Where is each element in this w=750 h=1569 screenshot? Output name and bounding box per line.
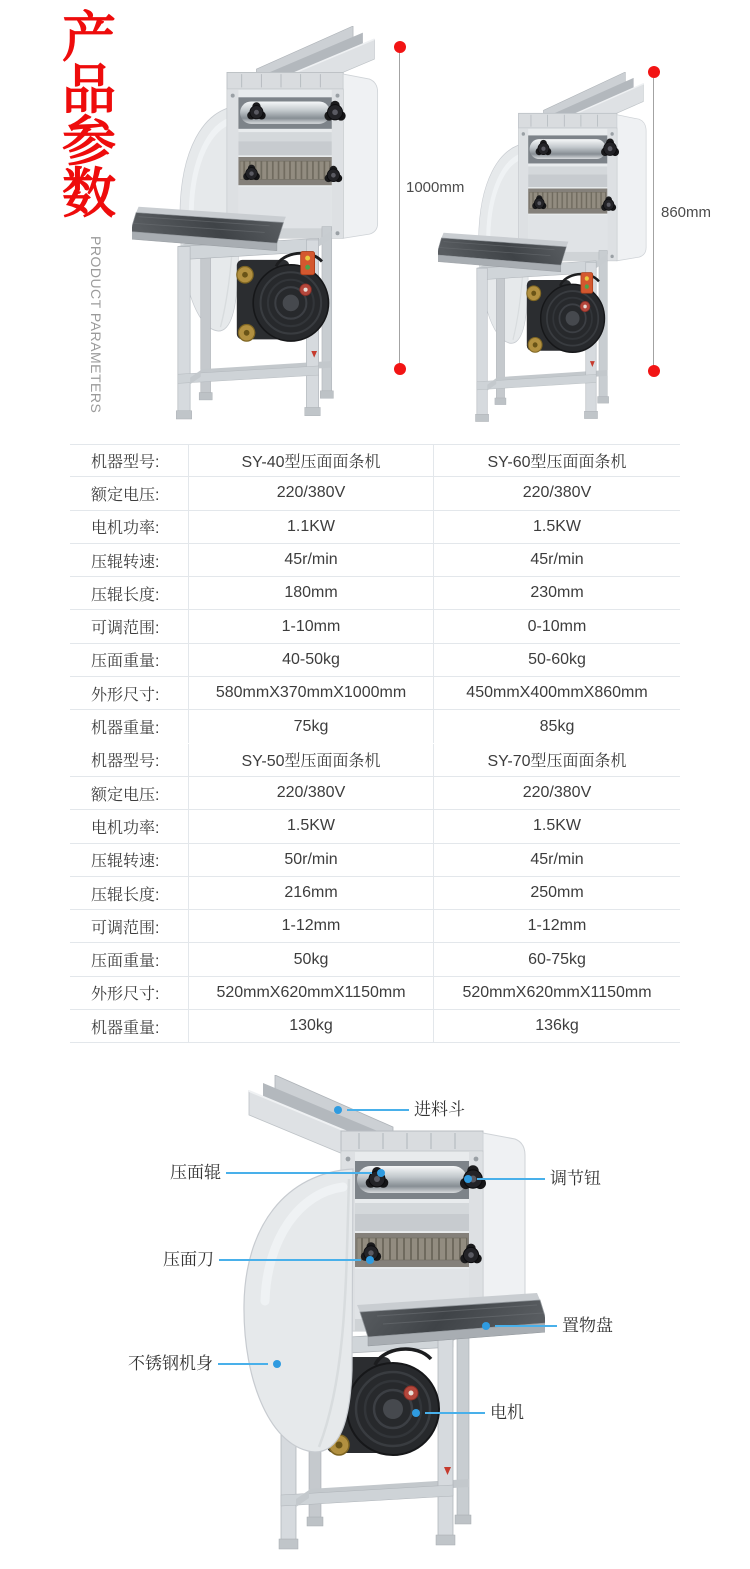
annotation-label: 置物盘 <box>562 1316 613 1335</box>
row-label: 压辊长度: <box>91 586 160 604</box>
row-value-model-b: 50-60kg <box>433 644 680 676</box>
table-row <box>70 744 680 777</box>
row-value-model-b: 230mm <box>433 577 680 609</box>
row-value-model-a: 220/380V <box>188 477 433 509</box>
row-value-model-a: 40-50kg <box>188 644 433 676</box>
table-row <box>70 677 680 710</box>
dimension-dot-left-bottom <box>394 363 406 375</box>
row-label: 外形尺寸: <box>91 986 160 1004</box>
row-value-model-a: 50kg <box>188 943 433 975</box>
row-value-model-a: 1.1KW <box>188 511 433 543</box>
table-row <box>70 710 680 743</box>
table-row <box>70 577 680 610</box>
row-value-model-b: 220/380V <box>433 477 680 509</box>
row-value-model-a: 50r/min <box>188 844 433 876</box>
row-value-model-b: 250mm <box>433 877 680 909</box>
leader-line <box>425 1412 485 1414</box>
row-value-model-b: 450mmX400mmX860mm <box>433 677 680 709</box>
table-row <box>70 444 680 477</box>
row-label: 机器重量: <box>91 1019 160 1037</box>
row-label: 压辊转速: <box>91 553 160 571</box>
row-value-model-a: SY-40型压面面条机 <box>188 445 433 476</box>
annotation-motor <box>412 1403 524 1423</box>
annotation-cutting-knife <box>163 1250 374 1270</box>
leader-dot <box>412 1409 420 1417</box>
annotation-label: 进料斗 <box>414 1100 465 1119</box>
annotation-adjust-knob <box>464 1169 601 1189</box>
row-value-model-a: 1.5KW <box>188 810 433 842</box>
table-row <box>70 644 680 677</box>
spec-table <box>70 444 680 1043</box>
annotation-label: 压面刀 <box>163 1250 214 1269</box>
row-value-model-b: 220/380V <box>433 777 680 809</box>
leader-line <box>347 1109 409 1111</box>
product-photo-left <box>132 26 394 424</box>
table-row <box>70 511 680 544</box>
row-label: 压面重量: <box>91 653 160 671</box>
annotation-stainless-body <box>128 1354 281 1374</box>
table-row <box>70 1010 680 1043</box>
product-photo-right <box>438 72 660 426</box>
row-value-model-b: SY-70型压面面条机 <box>433 744 680 776</box>
row-value-model-a: SY-50型压面面条机 <box>188 744 433 776</box>
row-label: 外形尺寸: <box>91 686 160 704</box>
row-value-model-b: SY-60型压面面条机 <box>433 445 680 476</box>
row-value-model-a: 216mm <box>188 877 433 909</box>
row-label: 压面重量: <box>91 953 160 971</box>
table-row <box>70 844 680 877</box>
row-value-model-b: 1-12mm <box>433 910 680 942</box>
row-value-model-b: 1.5KW <box>433 810 680 842</box>
dimension-line-right <box>653 78 654 366</box>
leader-line <box>495 1325 557 1327</box>
page-title: 产品参数 <box>62 8 116 224</box>
leader-dot <box>273 1360 281 1368</box>
row-value-model-a: 1-12mm <box>188 910 433 942</box>
row-value-model-b: 0-10mm <box>433 610 680 642</box>
leader-dot <box>482 1322 490 1330</box>
annotation-pressing-roller <box>170 1163 385 1183</box>
row-label: 电机功率: <box>91 819 160 837</box>
dimension-dot-left-top <box>394 41 406 53</box>
row-label: 压辊长度: <box>91 886 160 904</box>
annotation-label: 压面辊 <box>170 1163 221 1182</box>
row-label: 机器型号: <box>91 454 160 472</box>
dimension-dot-right-top <box>648 66 660 78</box>
dimension-dot-right-bottom <box>648 365 660 377</box>
row-value-model-a: 580mmX370mmX1000mm <box>188 677 433 709</box>
table-row <box>70 877 680 910</box>
row-label: 额定电压: <box>91 486 160 504</box>
row-value-model-b: 520mmX620mmX1150mm <box>433 977 680 1009</box>
row-value-model-b: 45r/min <box>433 544 680 576</box>
leader-dot <box>464 1175 472 1183</box>
leader-line <box>477 1178 545 1180</box>
table-row <box>70 477 680 510</box>
table-row <box>70 544 680 577</box>
row-value-model-a: 220/380V <box>188 777 433 809</box>
row-label: 可调范围: <box>91 919 160 937</box>
row-value-model-a: 75kg <box>188 710 433 742</box>
annotation-label: 不锈钢机身 <box>128 1354 213 1373</box>
table-row <box>70 810 680 843</box>
leader-dot <box>377 1169 385 1177</box>
dimension-label-left: 1000mm <box>406 179 465 196</box>
annotation-label: 调节钮 <box>550 1169 601 1188</box>
row-value-model-b: 85kg <box>433 710 680 742</box>
diagram-machine-image <box>225 1075 545 1555</box>
table-row <box>70 943 680 976</box>
annotation-feed-hopper <box>334 1100 465 1120</box>
row-value-model-b: 60-75kg <box>433 943 680 975</box>
dimension-line-left <box>399 52 400 364</box>
table-row <box>70 910 680 943</box>
row-label: 电机功率: <box>91 520 160 538</box>
leader-dot <box>366 1256 374 1264</box>
page-subtitle-en: PRODUCT PARAMETERS <box>88 236 104 414</box>
row-value-model-b: 136kg <box>433 1010 680 1042</box>
leader-dot <box>334 1106 342 1114</box>
row-value-model-a: 1-10mm <box>188 610 433 642</box>
row-label: 可调范围: <box>91 620 160 638</box>
row-value-model-b: 1.5KW <box>433 511 680 543</box>
row-label: 机器重量: <box>91 720 160 738</box>
table-row <box>70 610 680 643</box>
leader-line <box>218 1363 268 1365</box>
row-value-model-a: 520mmX620mmX1150mm <box>188 977 433 1009</box>
row-value-model-b: 45r/min <box>433 844 680 876</box>
leader-line <box>219 1259 361 1261</box>
leader-line <box>226 1172 372 1174</box>
table-row <box>70 777 680 810</box>
row-value-model-a: 180mm <box>188 577 433 609</box>
row-value-model-a: 45r/min <box>188 544 433 576</box>
table-row <box>70 977 680 1010</box>
row-label: 压辊转速: <box>91 853 160 871</box>
row-label: 机器型号: <box>91 753 160 771</box>
annotation-label: 电机 <box>490 1403 524 1422</box>
row-value-model-a: 130kg <box>188 1010 433 1042</box>
annotation-storage-tray <box>482 1316 613 1336</box>
row-label: 额定电压: <box>91 786 160 804</box>
dimension-label-right: 860mm <box>661 204 712 221</box>
